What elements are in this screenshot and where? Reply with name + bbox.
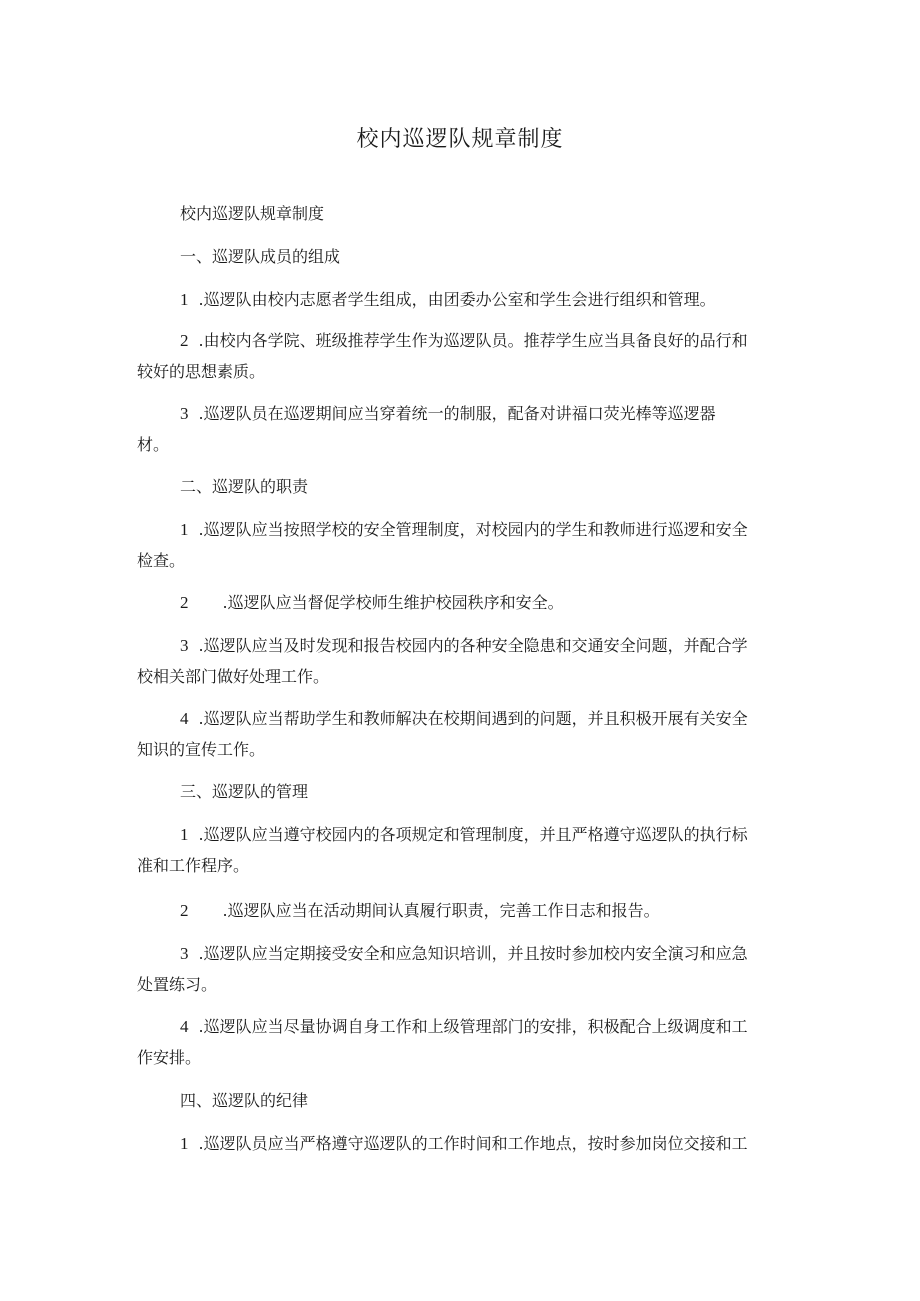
paragraph-text: .巡逻队由校内志愿者学生组成，由团委办公室和学生会进行组织和管理。 xyxy=(198,290,716,309)
paragraph-2-3-cont: 校相关部门做好处理工作。 xyxy=(137,667,330,686)
paragraph-4-1 xyxy=(180,1134,748,1154)
item-number: 4 xyxy=(180,709,189,728)
section-heading-1: 一、巡逻队成员的组成 xyxy=(180,247,341,266)
paragraph-3-1 xyxy=(180,825,748,845)
paragraph-text: .由校内各学院、班级推荐学生作为巡逻队员。推荐学生应当具备良好的品行和 xyxy=(198,331,748,350)
paragraph-3-4-cont: 作安排。 xyxy=(137,1048,202,1067)
paragraph-text: .巡逻队应当遵守校园内的各项规定和管理制度，并且严格遵守巡逻队的执行标 xyxy=(198,825,748,844)
paragraph-text: .巡逻队应当尽量协调自身工作和上级管理部门的安排，积极配合上级调度和工 xyxy=(198,1017,748,1036)
item-number: 3 xyxy=(180,404,189,423)
document-title: 校内巡逻队规章制度 xyxy=(356,127,564,152)
item-number: 2 xyxy=(180,901,189,920)
paragraph-2-2 xyxy=(180,593,564,613)
item-number: 1 xyxy=(180,825,189,844)
item-number: 3 xyxy=(180,636,189,655)
paragraph-1-3 xyxy=(180,404,716,424)
paragraph-text: .巡逻队员在巡逻期间应当穿着统一的制服，配备对讲福口荧光棒等巡逻器 xyxy=(198,404,716,423)
paragraph-2-3 xyxy=(180,636,748,656)
paragraph-text: .巡逻队员应当严格遵守巡逻队的工作时间和工作地点，按时参加岗位交接和工 xyxy=(198,1134,748,1153)
paragraph-1-2-cont: 较好的思想素质。 xyxy=(137,362,266,381)
paragraph-3-1-cont: 准和工作程序。 xyxy=(137,856,250,875)
paragraph-text: .巡逻队应当帮助学生和教师解决在校期间遇到的问题，并且积极开展有关安全 xyxy=(198,709,748,728)
paragraph-text: .巡逻队应当定期接受安全和应急知识培训，并且按时参加校内安全演习和应急 xyxy=(198,944,748,963)
paragraph-text: .巡逻队应当按照学校的安全管理制度，对校园内的学生和教师进行巡逻和安全 xyxy=(198,520,748,539)
item-number: 2 xyxy=(180,331,189,350)
item-number: 2 xyxy=(180,593,189,612)
paragraph-3-3 xyxy=(180,944,748,964)
paragraph-text: .巡逻队应当及时发现和报告校园内的各种安全隐患和交通安全问题，并配合学 xyxy=(198,636,748,655)
paragraph-text: .巡逻队应当在活动期间认真履行职责，完善工作日志和报告。 xyxy=(222,901,660,920)
paragraph-1-3-cont: 材。 xyxy=(137,435,170,454)
paragraph-3-4 xyxy=(180,1017,748,1037)
item-number: 1 xyxy=(180,290,189,309)
section-heading-2: 二、巡逻队的职责 xyxy=(180,477,309,496)
paragraph-1-2 xyxy=(180,331,748,351)
section-heading-3: 三、巡逻队的管理 xyxy=(180,782,309,801)
paragraph-3-2 xyxy=(180,901,660,921)
paragraph-2-1 xyxy=(180,520,748,540)
paragraph-2-4-cont: 知识的宣传工作。 xyxy=(137,740,266,759)
paragraph-2-1-cont: 检查。 xyxy=(137,551,186,570)
item-number: 1 xyxy=(180,1134,189,1153)
paragraph-2-4 xyxy=(180,709,748,729)
paragraph-3-3-cont: 处置练习。 xyxy=(137,975,218,994)
paragraph-1-1 xyxy=(180,290,716,310)
item-number: 4 xyxy=(180,1017,189,1036)
paragraph-text: .巡逻队应当督促学校师生维护校园秩序和安全。 xyxy=(222,593,564,612)
item-number: 3 xyxy=(180,944,189,963)
document-subtitle: 校内巡逻队规章制度 xyxy=(180,204,325,223)
section-heading-4: 四、巡逻队的纪律 xyxy=(180,1091,309,1110)
item-number: 1 xyxy=(180,520,189,539)
